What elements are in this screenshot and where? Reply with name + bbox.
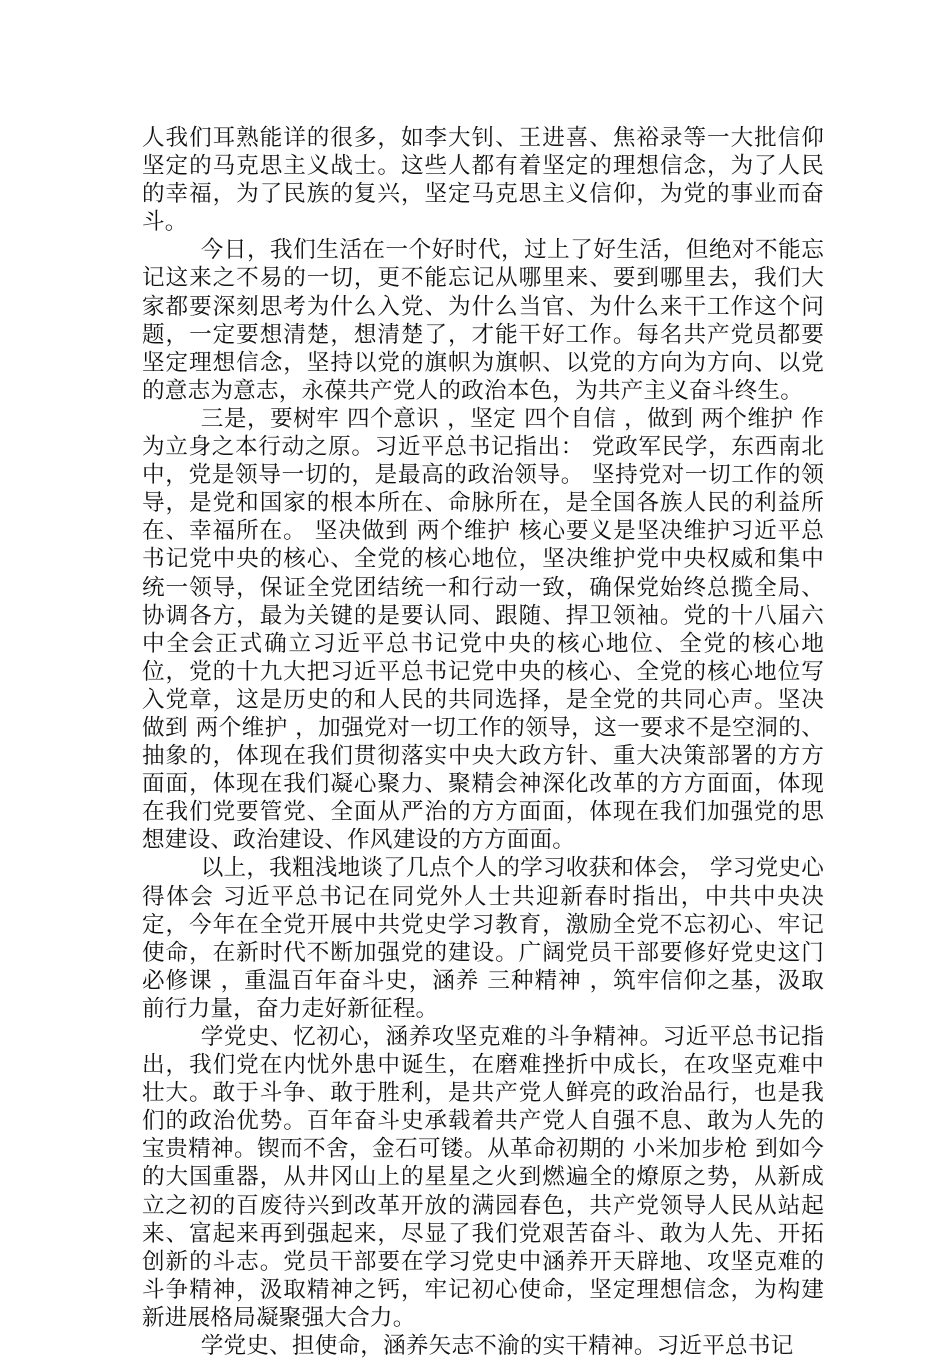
paragraph-6: 学党史、担使命，涵养矢志不渝的实干精神。习近平总书记 xyxy=(200,1333,794,1360)
paragraph-5: 学党史、忆初心，涵养攻坚克难的斗争精神。习近平总书记指出，我们党在内忧外患中诞生，在磨难挫折中成长，在攻坚克难中壮大。敢于斗争、敢于胜利，是共产党人鲜亮的政治品行，也是我们的政治优势。百年奋斗史承载着共产党人自强不息、敢为人先的宝贵精神。锲而不舍，金石可镂。从革命初期的 小米加步枪 到如今的大国重器，从井冈山上的星星之火到燃遍全的燎原之势，从新成立之初的百废待兴到改革开放的满园春色，共产党领导人民从站起来、富起来再到强起来，尽显了我们党艰苦奋斗、敢为人先、开拓创新的斗志。党员干部要在学习党史中涵养开天辟地、攻坚克难的斗争精神，汲取精神之钙，牢记初心使命，坚定理想信念，为构建新进展格局凝聚强大合力。 xyxy=(142,1024,824,1331)
paragraph-2: 今日，我们生活在一个好时代，过上了好生活，但绝对不能忘记这来之不易的一切，更不能忘记从哪里来、要到哪里去，我们大家都要深刻思考为什么入党、为什么当官、为什么来干工作这个问题，一定要想清楚，想清楚了，才能干好工作。每名共产党员都要坚定理想信念，坚持以党的旗帜为旗帜、以党的方向为方向、以党的意志为意志，永葆共产党人的政治本色，为共产主义奋斗终生。 xyxy=(142,237,824,404)
paragraph-4: 以上，我粗浅地谈了几点个人的学习收获和体会， 学习党史心得体会 习近平总书记在同党外人士共迎新春时指出，中共中央决定，今年在全党开展中共党史学习教育，激励全党不忘初心、牢记使命，在新时代不断加强党的建设。广阔党员干部要修好党史这门 必修课 ，重温百年奋斗史，涵养 三种精神 ，筑牢信仰之基，汲取前行力量，奋力走好新征程。 xyxy=(142,855,824,1022)
paragraph-1: 人我们耳熟能详的很多，如李大钊、王进喜、焦裕录等一大批信仰坚定的马克思主义战士。这些人都有着坚定的理想信念，为了人民的幸福，为了民族的复兴，坚定马克思主义信仰，为党的事业而奋斗。 xyxy=(142,125,824,236)
document-body xyxy=(142,124,824,1360)
paragraph-3: 三是，要树牢 四个意识 ，坚定 四个自信 ，做到 两个维护 作为立身之本行动之原。习近平总书记指出： 党政军民学，东西南北中，党是领导一切的，是最高的政治领导。 坚持党对一切工作的领导，是党和国家的根本所在、命脉所在，是全国各族人民的利益所在、幸福所在。 坚决做到 两个维护 核心要义是坚决维护习近平总书记党中央的核心、全党的核心地位，坚决维护党中央权威和集中统一领导，保证全党团结统一和行动一致，确保党始终总揽全局、协调各方，最为关键的是要认同、跟随、捍卫领袖。党的十八届六中全会正式确立习近平总书记党中央的核心地位、全党的核心地位，党的十九大把习近平总书记党中央的核心、全党的核心地位写入党章，这是历史的和人民的共同选择，是全党的共同心声。坚决做到 两个维护 ，加强党对一切工作的领导，这一要求不是空洞的、抽象的，体现在我们贯彻落实中央大政方针、重大决策部署的方方面面，体现在我们凝心聚力、聚精会神深化改革的方方面面，体现在我们党要管党、全面从严治的方方面面，体现在我们加强党的思想建设、政治建设、作风建设的方方面面。 xyxy=(142,405,824,854)
